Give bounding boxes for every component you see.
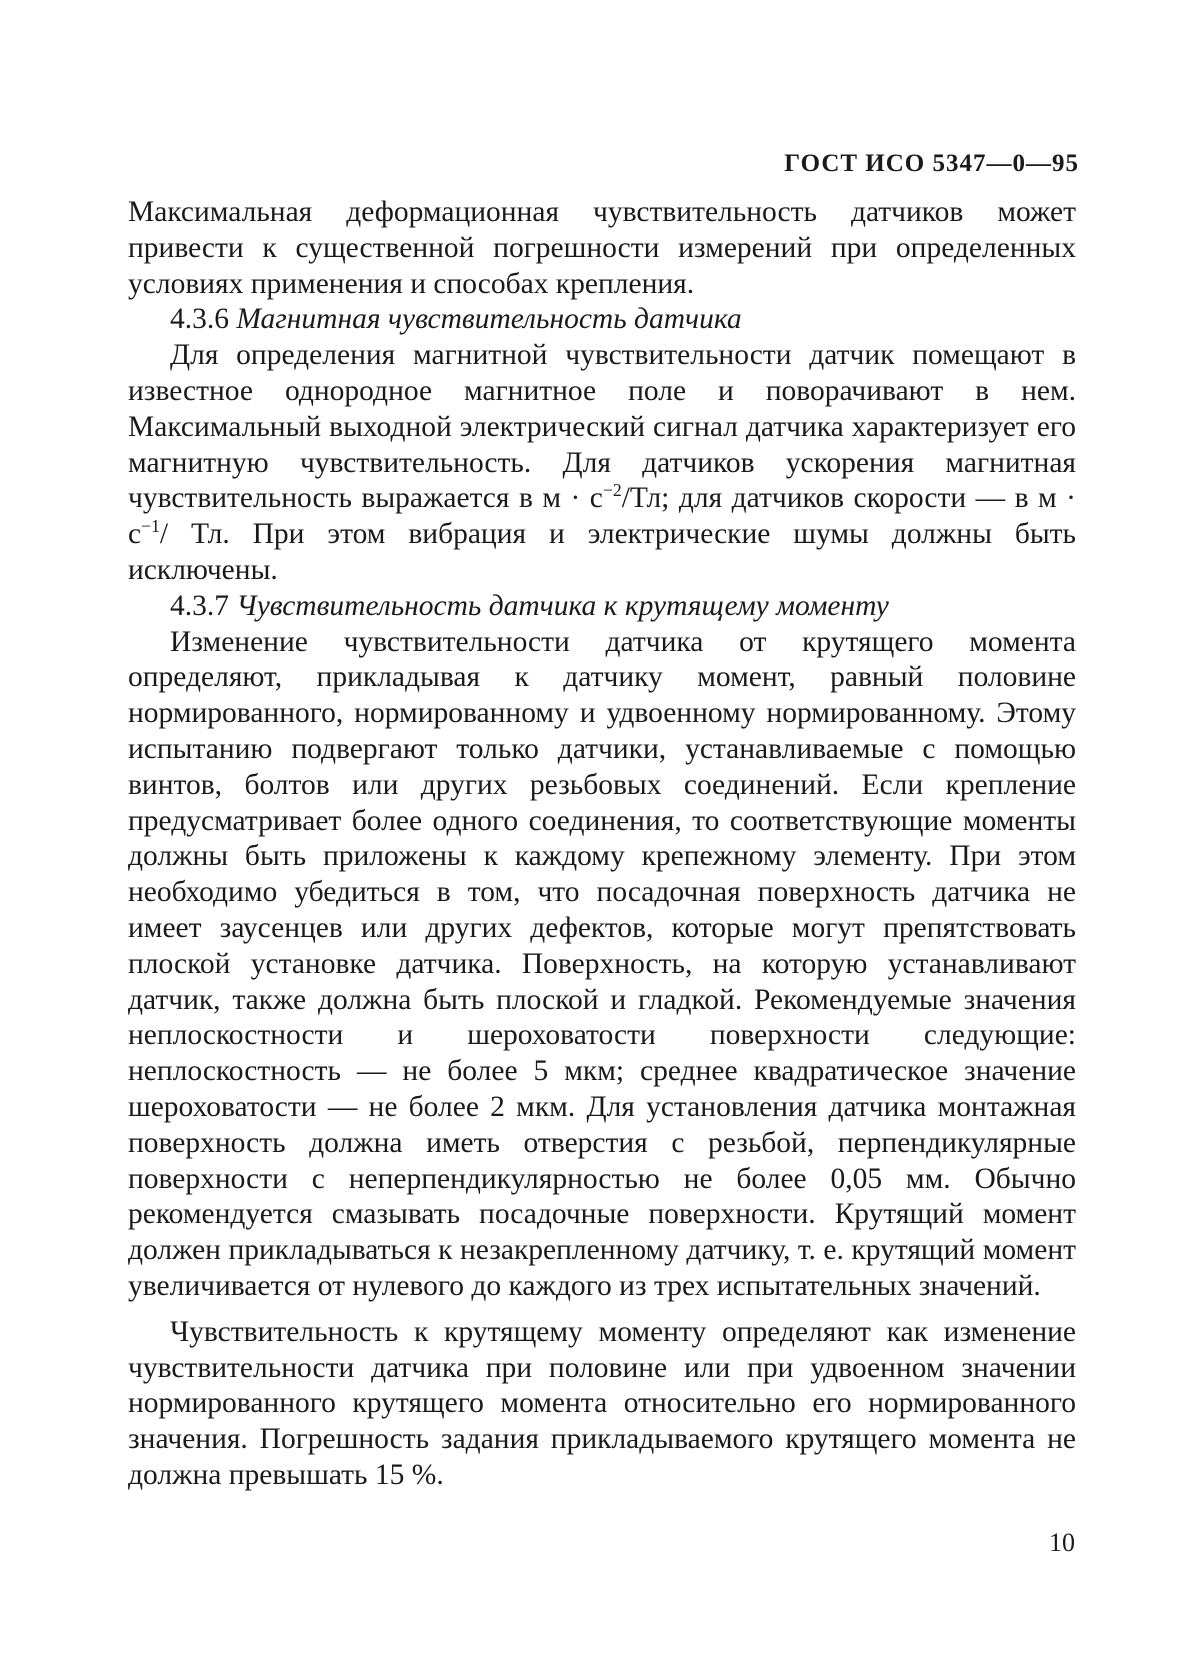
section-heading-4-3-7 — [128, 589, 1076, 625]
exponent: −1 — [141, 516, 160, 537]
paragraph-torque-sensitivity-definition: Чувствительность к крутящему моменту определяют как изменение чувствительности датчика при половине или при удвоенном значении нормированного крутящего момента относительно его нормированного значения. Погрешность задания прикладываемого крутящего момента не должна превышать 15 %. — [128, 1315, 1076, 1491]
document-header: ГОСТ ИСО 5347—0—95 — [784, 150, 1079, 177]
paragraph-deformation-sensitivity: Максимальная деформационная чувствительность датчиков может привести к существенной погрешности измерений при определенных условиях применения и способах крепления. — [128, 196, 1076, 300]
section-title: Чувствительность датчика к крутящему моменту — [236, 589, 889, 622]
page-number: 10 — [1049, 1528, 1075, 1557]
section-title: Магнитная чувствительность датчика — [236, 303, 742, 336]
text-fragment: / Тл. При этом вибрация и электрические шумы должны быть исключены. — [128, 518, 1076, 586]
paragraph-torque-sensitivity-method: Изменение чувствительности датчика от крутящего момента определяют, прикладывая к датчику момент, равный половине нормированного, нормированному и удвоенному нормированному. Этому испытанию подвергают только датчики, устанавливаемые с помощью винтов, болтов или других резьбовых соединений. Если крепление предусматривает более одного соединения, то соответствующие моменты должны быть приложены к каждому крепежному элементу. При этом необходимо убедиться в том, что посадочная поверхность датчика не имеет заусенцев или других дефектов, которые могут препятствовать плоской установке датчика. Поверхность, на которую устанавливают датчик, также должна быть плоской и гладкой. Рекомендуемые значения неплоскостности и шероховатости поверхности следующие: неплоскостность — не более 5 мкм; среднее квадратическое значение шероховатости — не более 2 мкм. Для установления датчика монтажная поверхность должна иметь отверстия с резьбой, перпендикулярные поверхности с неперпендикулярностью не более 0,05 мм. Обычно рекомендуется смазывать посадочные поверхности. Крутящий момент должен прикладываться к незакрепленному датчику, т. е. крутящий момент увеличивается от нулевого до каждого из трех испытательных значений. — [128, 625, 1076, 1302]
section-heading-4-3-6 — [128, 302, 1076, 338]
text-fragment: /Тл; для датчиков скорости — в м · с — [128, 482, 1076, 551]
section-number: 4.3.6 — [170, 303, 229, 336]
text-fragment: Для определения магнитной чувствительности датчик помещают в известное однородное магнитное поле и поворачивают в нем. Максимальный выходной электрический сигнал датчика характеризует его магнитную чувствительность. Для датчиков ускорения магнитная чувствительность выражается в м · с — [128, 339, 1076, 515]
section-number: 4.3.7 — [170, 589, 229, 622]
paragraph-magnetic-sensitivity — [128, 338, 1076, 589]
exponent: −2 — [602, 480, 622, 501]
page-body — [128, 195, 1076, 1494]
